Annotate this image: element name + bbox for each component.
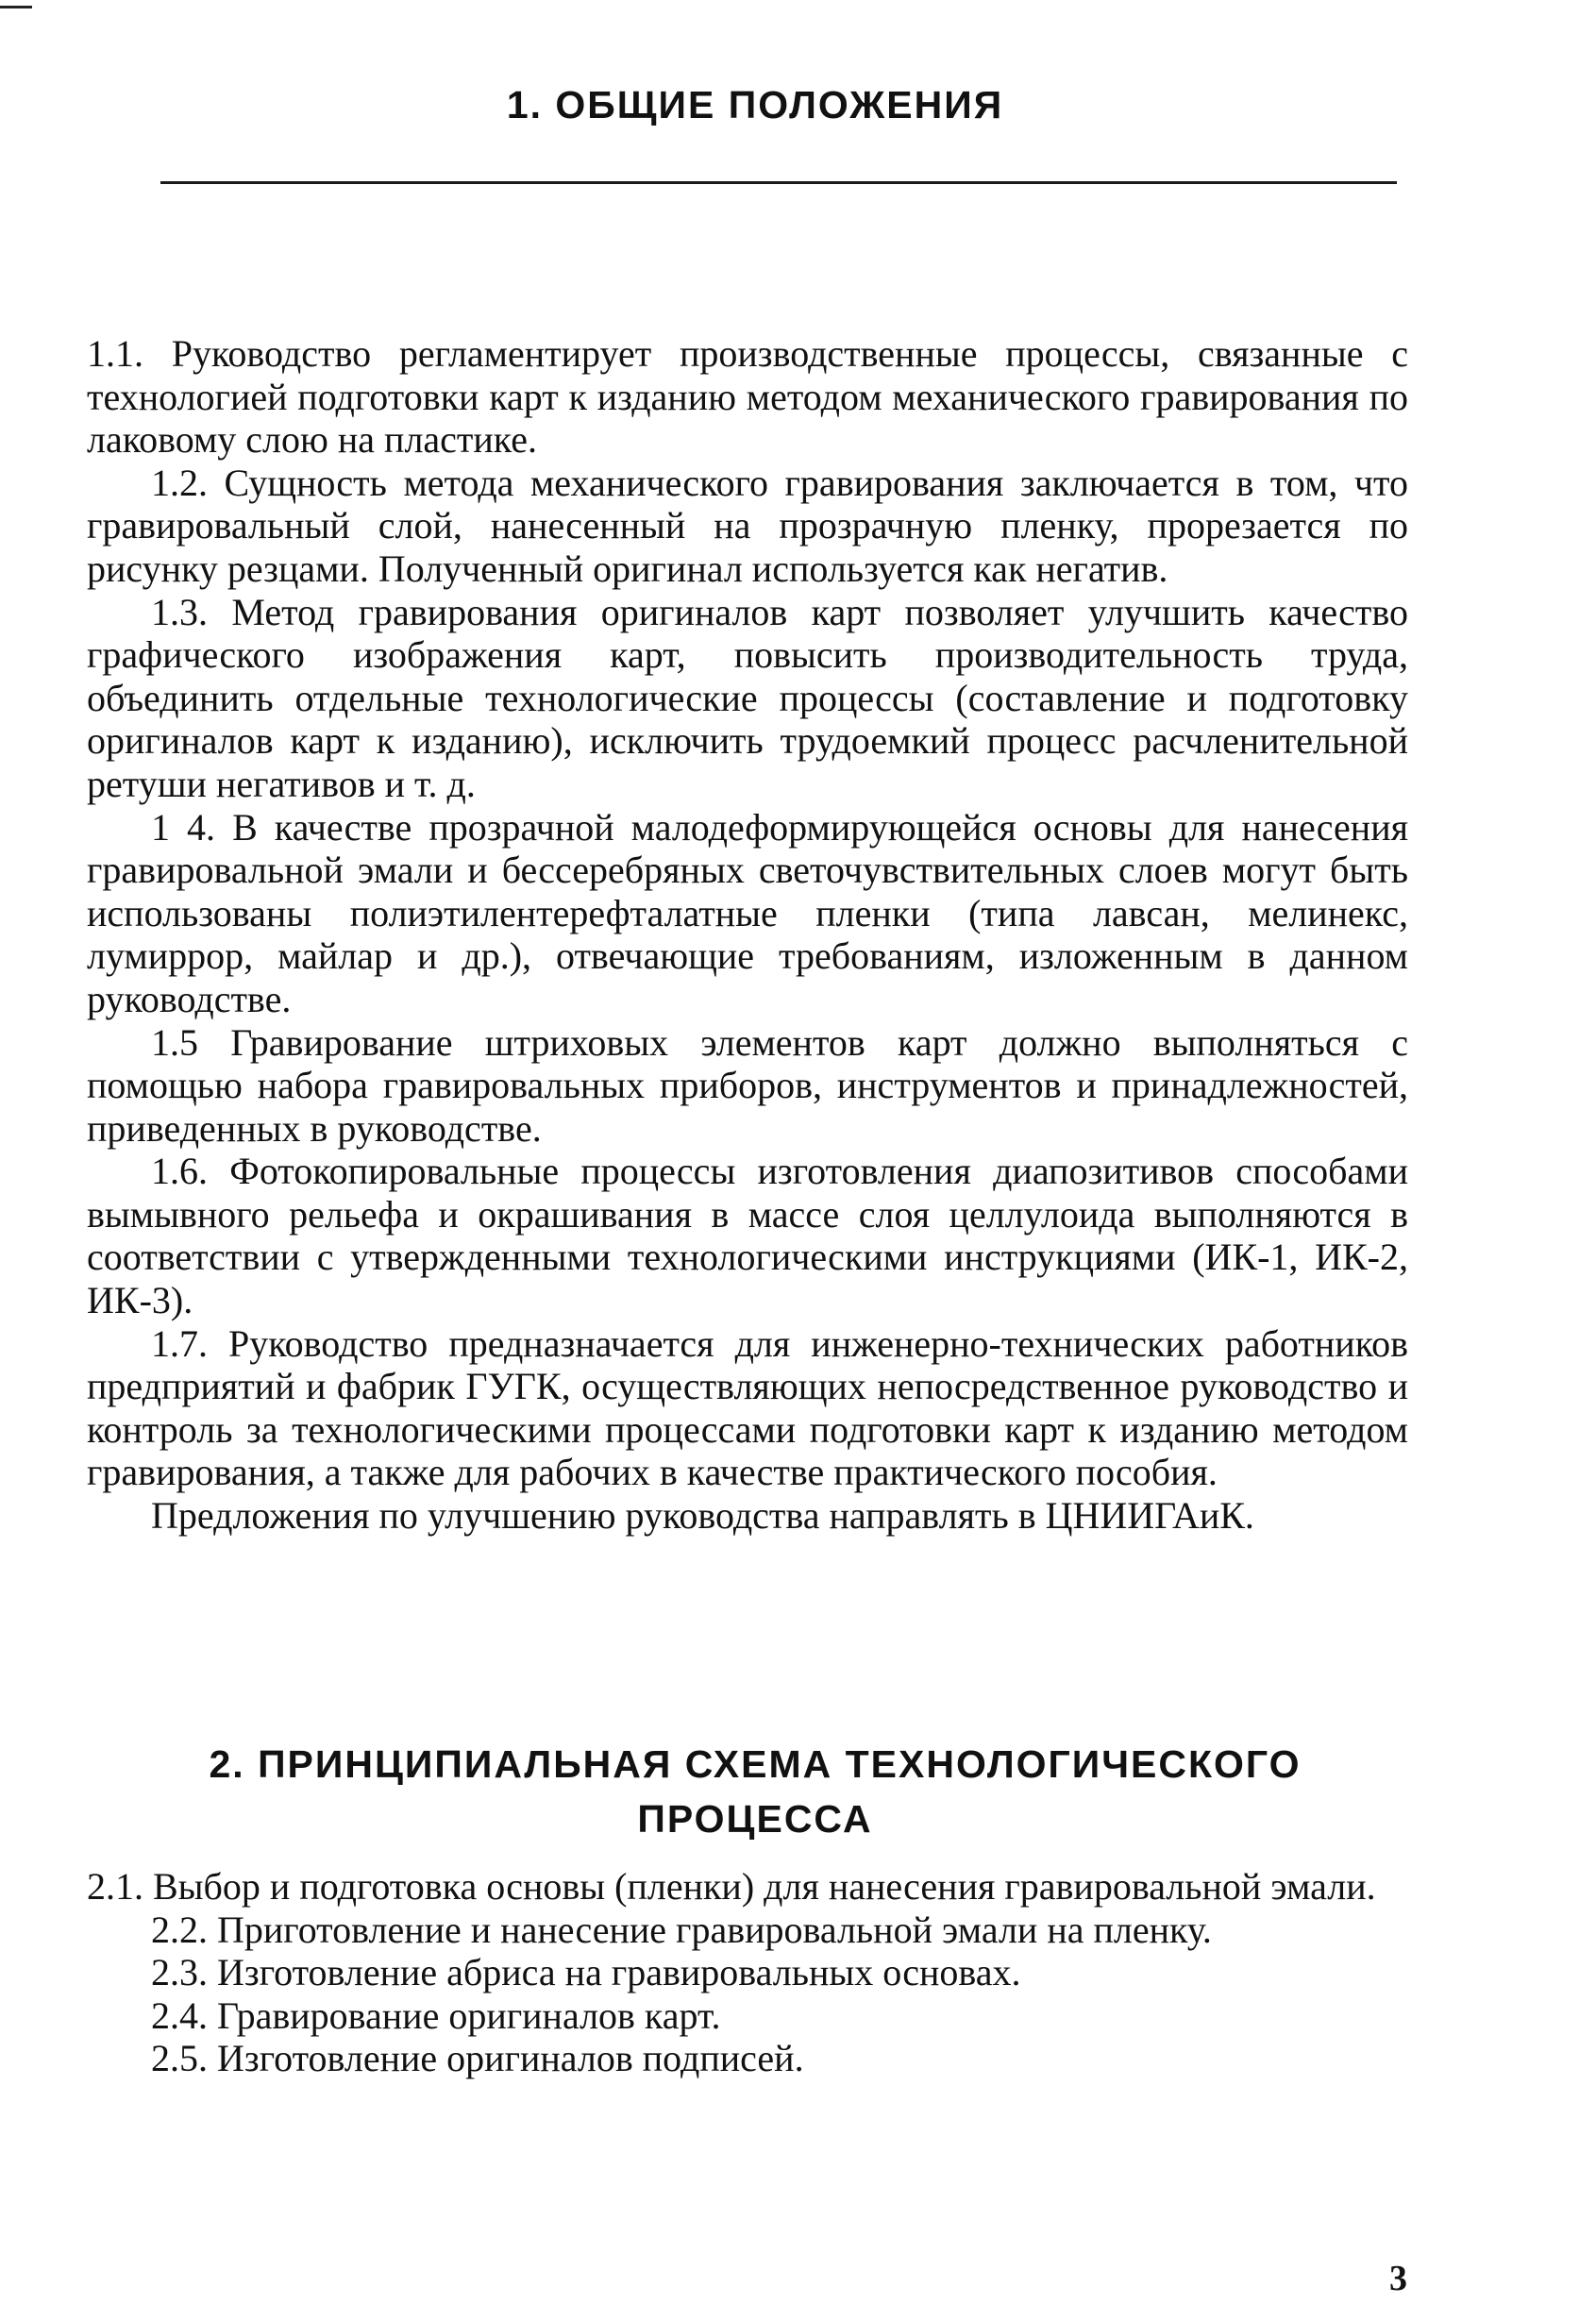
- paragraph-1-3: 1.3. Метод гравирования оригиналов карт позволяет улучшить качество графического изображения карт, повысить производительность труда, объединить отдельные технологические процессы (составление и подготовку оригиналов карт к изданию), исключить трудоемкий процесс расчленительной ретуши негативов и т. д.: [87, 590, 1408, 805]
- list-item-2-4: 2.4. Гравирование оригиналов карт.: [151, 1993, 721, 2037]
- list-item-2-3: 2.3. Изготовление абриса на гравировальных основах.: [151, 1951, 1021, 1994]
- paragraph-proposals: Предложения по улучшению руководства направлять в ЦНИИГАиК.: [151, 1494, 1254, 1538]
- page-number: 3: [1389, 2259, 1407, 2298]
- section-1-body: [87, 332, 1408, 1538]
- scan-corner-mark: [0, 6, 32, 8]
- paragraph-1-4: 1 4. В качестве прозрачной малодеформирующейся основы для нанесения гравировальной эмали и бессеребряных светочувствительных слоев могут быть использованы полиэтилентерефталатные пленки (типа лавсан, мелинекс, лумиррор, майлар и др.), отвечающие требованиям, изложенным в данном руководстве.: [87, 805, 1408, 1020]
- list-item-2-5: 2.5. Изготовление оригиналов подписей.: [151, 2037, 804, 2080]
- paragraph-1-6: 1.6. Фотокопировальные процессы изготовления диапозитивов способами вымывного рельефа и окрашивания в массе слоя целлулоида выполняются в соответствии с утвержденными технологическими инструкциями (ИК-1, ИК-2, ИК-3).: [87, 1150, 1408, 1322]
- section-2-heading-line-2: ПРОЦЕССА: [637, 1797, 873, 1841]
- section-2-heading: [0, 1737, 1510, 1846]
- section-2-body: [87, 1865, 1408, 2080]
- paragraph-1-7: 1.7. Руководство предназначается для инженерно-технических работников предприятий и фабрик ГУГК, осуществляющих непосредственное руководство и контроль за технологическими процессами подготовки карт к изданию методом гравирования, а также для рабочих в качестве практического пособия.: [87, 1321, 1408, 1494]
- section-1-heading: 1. ОБЩИЕ ПОЛОЖЕНИЯ: [506, 83, 1004, 126]
- paragraph-1-2: 1.2. Сущность метода механического гравирования заключается в том, что гравировальный слой, нанесенный на прозрачную пленку, прорезается по рисунку резцами. Полученный оригинал используется как негатив.: [87, 461, 1408, 590]
- list-item-2-2: 2.2. Приготовление и нанесение гравировальной эмали на пленку.: [151, 1908, 1212, 1951]
- list-item-2-1: 2.1. Выбор и подготовка основы (пленки) для нанесения гравировальной эмали.: [87, 1865, 1376, 1908]
- heading-rule: [160, 181, 1397, 184]
- section-2-heading-line-1: 2. ПРИНЦИПИАЛЬНАЯ СХЕМА ТЕХНОЛОГИЧЕСКОГО: [209, 1742, 1302, 1786]
- paragraph-1-5: 1.5 Гравирование штриховых элементов карт должно выполняться с помощью набора гравировальных приборов, инструментов и принадлежностей, приведенных в руководстве.: [87, 1020, 1408, 1150]
- paragraph-1-1: 1.1. Руководство регламентирует производственные процессы, связанные с технологией подготовки карт к изданию методом механического гравирования по лаковому слою на пластике.: [87, 332, 1408, 462]
